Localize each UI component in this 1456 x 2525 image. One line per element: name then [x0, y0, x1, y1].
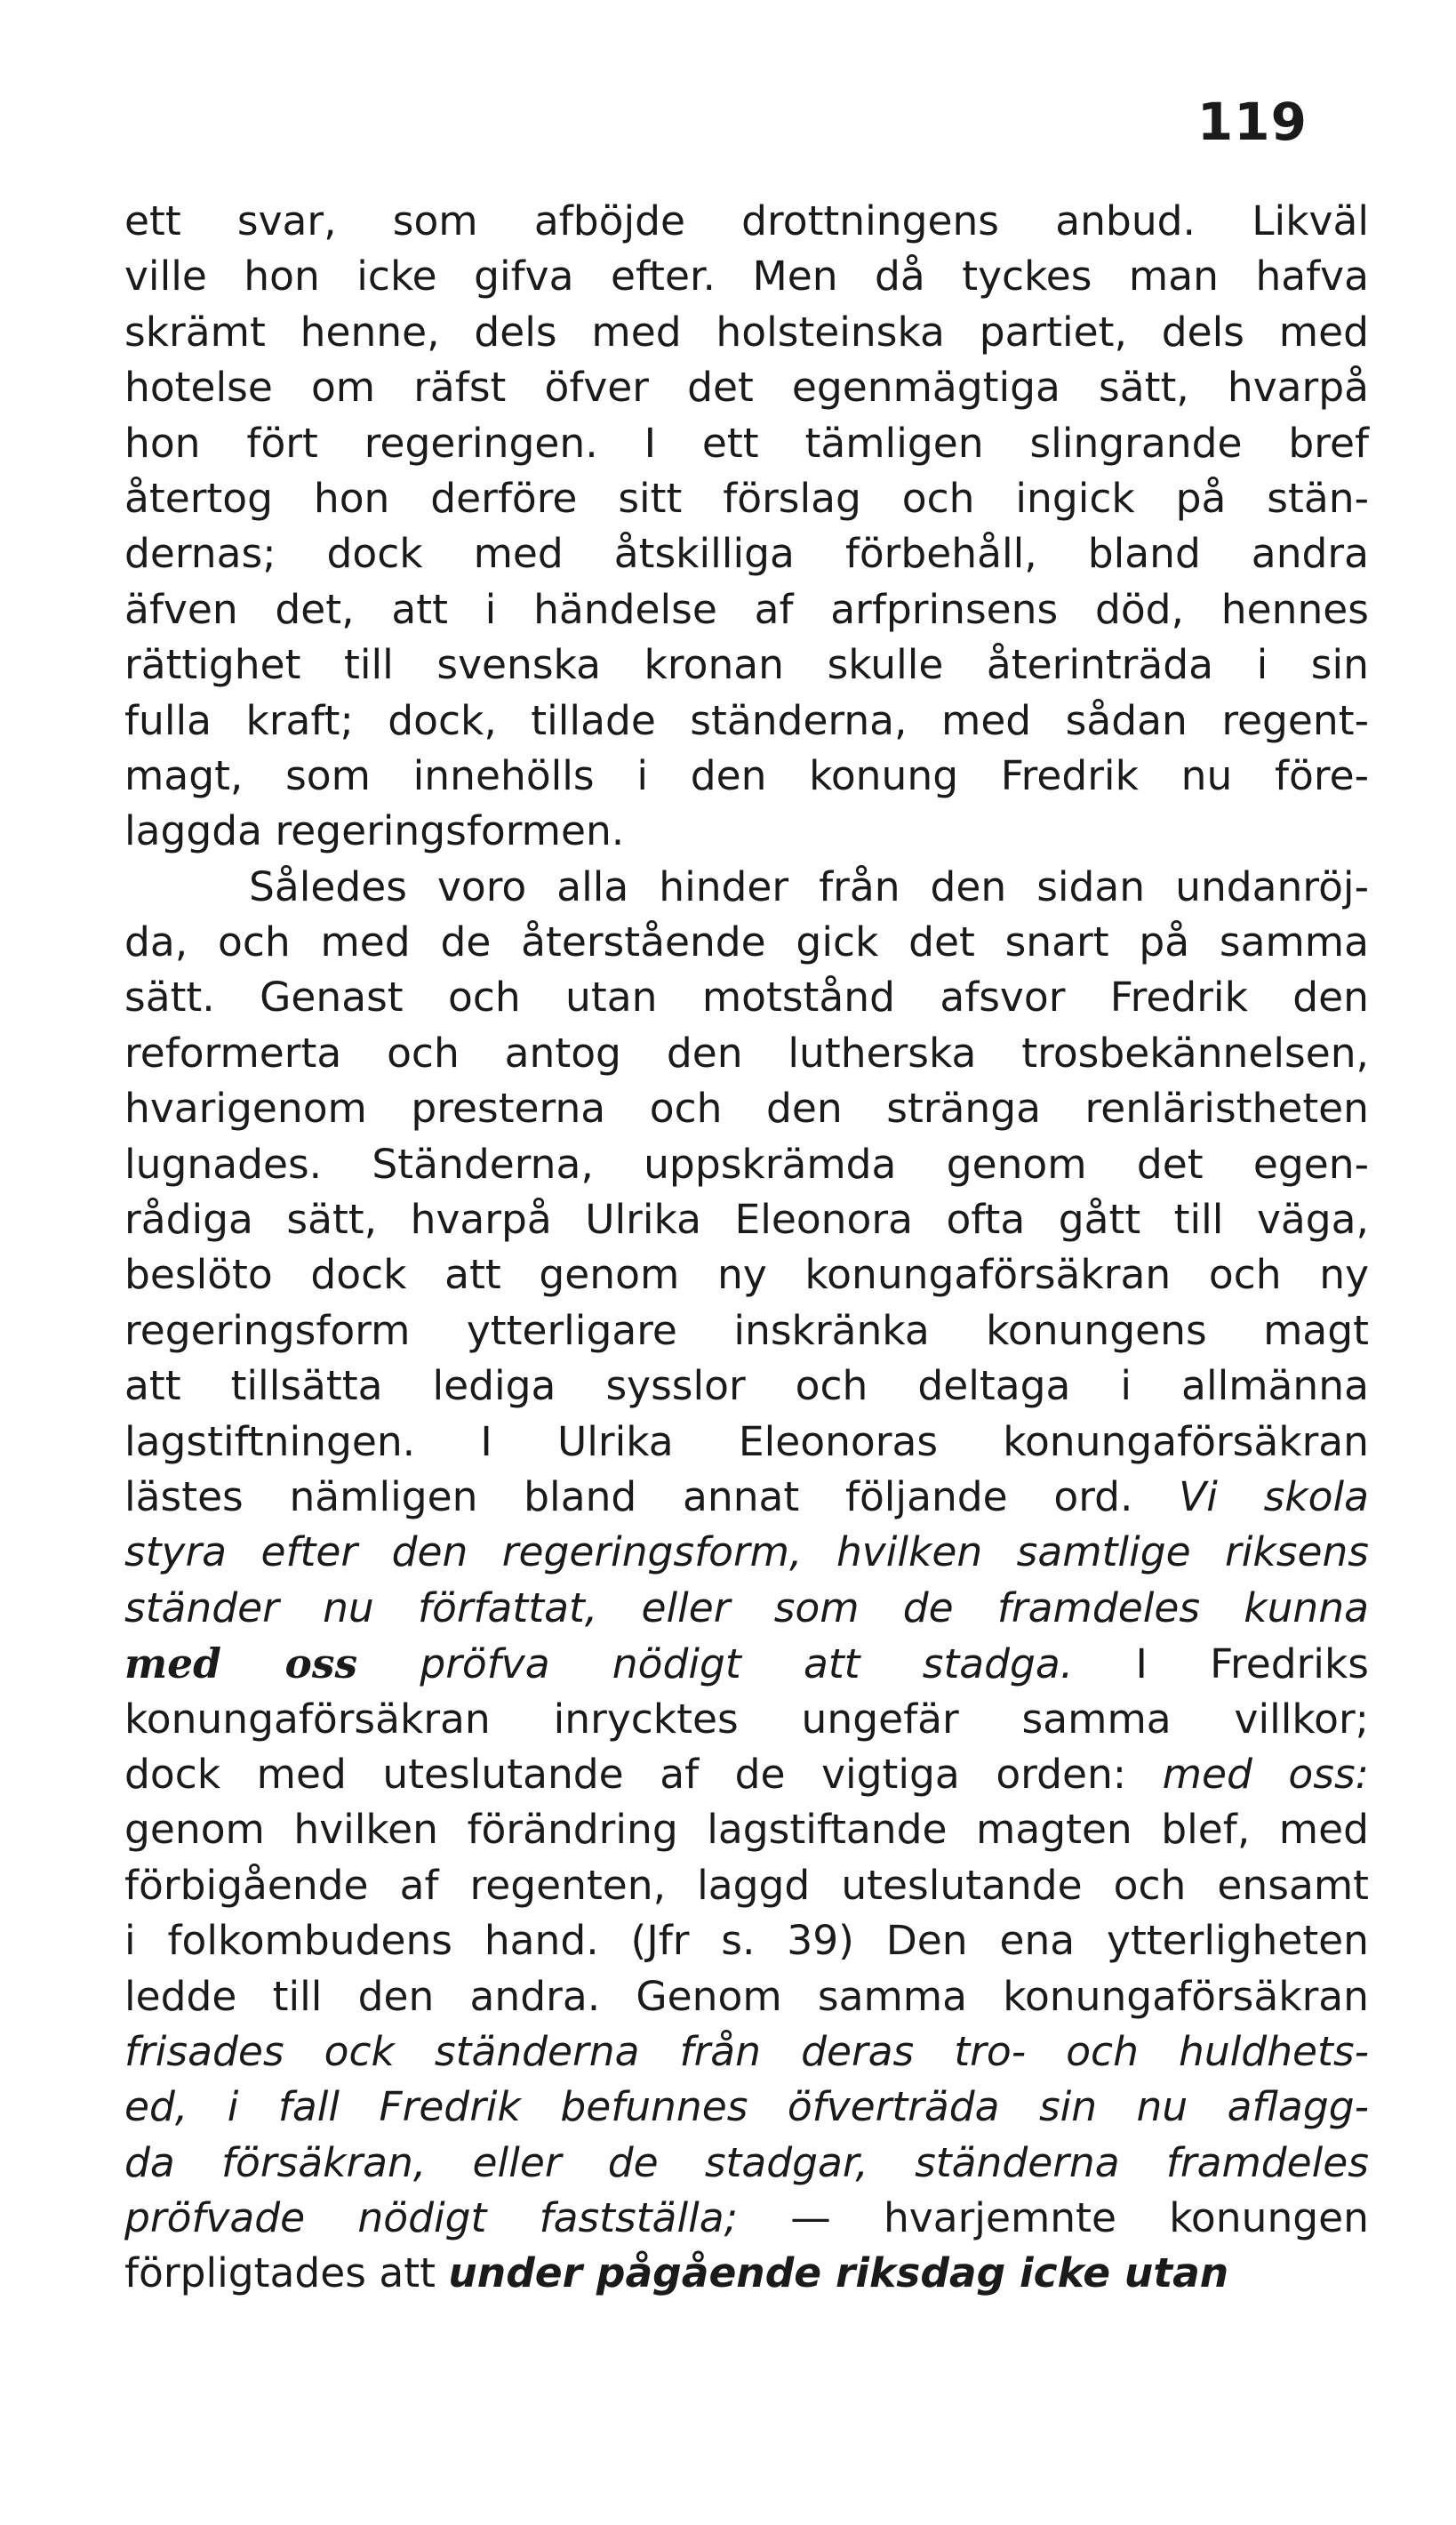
text-line [124, 1692, 1369, 1747]
text-segment: konungaförsäkran inrycktes ungefär samma villkor; [124, 1695, 1369, 1743]
text-segment: I Fredriks [1073, 1640, 1369, 1688]
text-line [124, 1026, 1369, 1081]
text-line [124, 360, 1369, 415]
text-segment: lästes nämligen bland annat följande ord. [124, 1472, 1180, 1520]
text-line [124, 1969, 1369, 2024]
text-segment: laggda regeringsformen. [124, 807, 625, 855]
emphasized-text: Vi skola [1179, 1472, 1369, 1520]
emphasized-text: pröfvade nödigt fastställa; [124, 2194, 738, 2242]
text-line [124, 915, 1369, 970]
text-segment: hon fört regeringen. I ett tämligen slingrande bref [124, 419, 1369, 467]
text-segment: lagstiftningen. I Ulrika Eleonoras konungaförsäkran [124, 1417, 1369, 1465]
emphasized-text: med oss: [1162, 1750, 1369, 1798]
text-segment: — hvarjemnte konungen [737, 2194, 1369, 2242]
text-segment: genom hvilken förändring lagstiftande magten blef, med [124, 1806, 1369, 1854]
text-line [124, 194, 1369, 249]
text-segment: ett svar, som afböjde drottningens anbud. Likväl [124, 197, 1369, 244]
text-segment: rådiga sätt, hvarpå Ulrika Eleonora ofta gått till väga, [124, 1196, 1369, 1244]
text-line [124, 1636, 1369, 1691]
text-line [124, 526, 1369, 581]
text-segment: Således voro alla hinder från den sidan undanröj- [249, 862, 1369, 910]
text-line [124, 1802, 1369, 1857]
text-line [124, 582, 1369, 637]
page-number: 119 [1196, 92, 1308, 152]
emphasized-text: frisades ock ständerna från deras tro- och huldhets- [124, 2027, 1369, 2075]
text-line [124, 2136, 1369, 2191]
emphasized-text: pröfva nödigt att stadga. [357, 1640, 1074, 1688]
text-segment: hotelse om räfst öfver det egenmägtiga sätt, hvarpå [124, 364, 1369, 412]
text-segment: fulla kraft; dock, tillade ständerna, med sådan regent- [124, 696, 1369, 744]
text-line [124, 1747, 1369, 1802]
emphasized-text: styra efter den regeringsform, hvilken samtlige riksens [124, 1528, 1369, 1576]
body-text [124, 194, 1369, 2302]
text-line [124, 1913, 1369, 1968]
text-line [124, 749, 1369, 804]
text-segment: lugnades. Ständerna, uppskrämda genom det egen- [124, 1140, 1369, 1188]
text-line [124, 970, 1369, 1025]
text-line [124, 1359, 1369, 1414]
emphasized-text: da försäkran, eller de stadgar, ständerna framdeles [124, 2138, 1369, 2186]
text-segment: reformerta och antog den lutherska trosbekännelsen, [124, 1029, 1369, 1077]
text-line [124, 1247, 1369, 1303]
text-segment: att tillsätta lediga sysslor och deltaga i allmänna [124, 1362, 1369, 1410]
text-line [124, 1470, 1369, 1525]
text-segment: ledde till den andra. Genom samma konungaförsäkran [124, 1972, 1369, 2020]
text-line [124, 1858, 1369, 1913]
text-segment: beslöto dock att genom ny konungaförsäkran och ny [124, 1251, 1369, 1299]
text-line [124, 2246, 1369, 2301]
text-line [124, 860, 1369, 915]
text-segment: förbigående af regenten, laggd uteslutande och ensamt [124, 1861, 1369, 1909]
text-line [124, 305, 1369, 360]
text-line [124, 2080, 1369, 2135]
text-segment: skrämt henne, dels med holsteinska partiet, dels med [124, 308, 1369, 356]
text-line [124, 2024, 1369, 2080]
text-line [124, 637, 1369, 693]
text-line [124, 2191, 1369, 2246]
text-segment: rättighet till svenska kronan skulle återinträda i sin [124, 641, 1369, 689]
text-line [124, 804, 1369, 859]
text-line [124, 1081, 1369, 1136]
emphasized-text: ed, i fall Fredrik befunnes öfverträda sin nu aflagg- [124, 2083, 1369, 2131]
text-segment: i folkombudens hand. (Jfr s. 39) Den ena ytterligheten [124, 1917, 1369, 1965]
text-line [124, 693, 1369, 749]
text-line [124, 416, 1369, 471]
emphasized-text: under pågående riksdag icke utan [448, 2249, 1229, 2297]
text-segment: äfven det, att i händelse af arfprinsens död, hennes [124, 585, 1369, 633]
text-segment: dernas; dock med åtskilliga förbehåll, bland andra [124, 530, 1369, 578]
text-line [124, 1303, 1369, 1359]
text-line [124, 1415, 1369, 1470]
text-line [124, 1525, 1369, 1580]
text-segment: ville hon icke gifva efter. Men då tyckes man hafva [124, 252, 1369, 301]
text-line [124, 249, 1369, 304]
text-line [124, 1137, 1369, 1192]
text-segment: regeringsform ytterligare inskränka konungens magt [124, 1306, 1369, 1354]
text-line [124, 1192, 1369, 1247]
text-segment: förpligtades att [124, 2249, 449, 2297]
text-segment: återtog hon derföre sitt förslag och ingick på stän- [124, 474, 1369, 522]
emphasized-text: ständer nu författat, eller som de framdeles kunna [124, 1583, 1369, 1631]
emphasized-text: med oss [124, 1639, 358, 1688]
text-segment: dock med uteslutande af de vigtiga orden: [124, 1750, 1163, 1798]
text-segment: da, och med de återstående gick det snart på samma [124, 918, 1369, 966]
text-segment: sätt. Genast och utan motstånd afsvor Fredrik den [124, 974, 1369, 1022]
text-line [124, 471, 1369, 526]
text-segment: hvarigenom presterna och den stränga renläristheten [124, 1085, 1369, 1133]
text-segment: magt, som innehölls i den konung Fredrik nu före- [124, 751, 1369, 799]
text-line [124, 1581, 1369, 1636]
